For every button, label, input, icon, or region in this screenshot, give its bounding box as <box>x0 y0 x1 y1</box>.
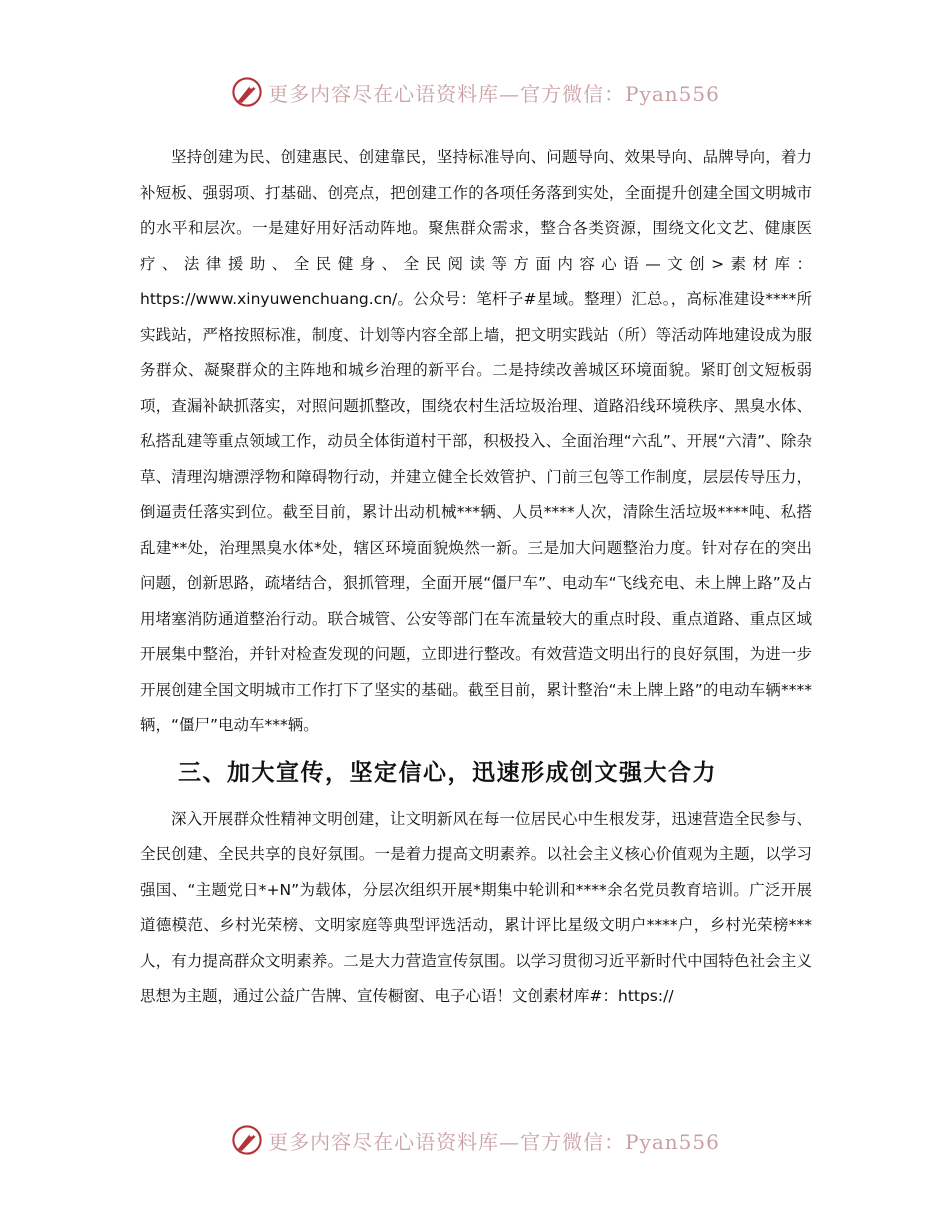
body-paragraph: 坚持创建为民、创建惠民、创建靠民，坚持标准导向、问题导向、效果导向、品牌导向，着力补短板、强弱项、打基础、创亮点，把创建工作的各项任务落到实处，全面提升创建全国文明城市的水平和层次。一是建好用好活动阵地。聚焦群众需求，整合各类资源，围绕文化文艺、健康医疗、法律援助、全民健身、全民阅读等方面内容心语—文创>素材库：https://www.xinyuwenchuang.cn/。公众号：笔杆子#星域。整理）汇总。，高标准建设****所实践站，严格按照标准，制度、计划等内容全部上墙，把文明实践站（所）等活动阵地建设成为服务群众、凝聚群众的主阵地和城乡治理的新平台。二是持续改善城区环境面貌。紧盯创文短板弱项，查漏补缺抓落实，对照问题抓整改，围绕农村生活垃圾治理、道路沿线环境秩序、黑臭水体、私搭乱建等重点领域工作，动员全体街道村干部，积极投入、全面治理“六乱”、开展“六清”、除杂草、清理沟塘漂浮物和障碍物行动，并建立健全长效管护、门前三包等工作制度，层层传导压力，倒逼责任落实到位。截至目前，累计出动机械***辆、人员****人次，清除生活垃圾****吨、私搭乱建**处，治理黑臭水体*处，辖区环境面貌焕然一新。三是加大问题整治力度。针对存在的突出问题，创新思路，疏堵结合，狠抓管理，全面开展“僵尸车”、电动车“飞线充电、未上牌上路”及占用堵塞消防通道整治行动。联合城管、公安等部门在车流量较大的重点时段、重点道路、重点区域开展集中整治，并针对检查发现的问题，立即进行整改。有效营造文明出行的良好氛围，为进一步开展创建全国文明城市工作打下了坚实的基础。截至目前，累计整治“未上牌上路”的电动车辆****辆，“僵尸”电动车***辆。 <box>140 148 812 734</box>
header-watermark-banner <box>0 72 950 112</box>
pen-nib-icon <box>230 1123 264 1157</box>
footer-watermark-banner <box>0 1120 950 1160</box>
header-banner-text: 更多内容尽在心语资料库—官方微信：Pyan556 <box>268 81 720 106</box>
pen-nib-icon <box>230 75 264 109</box>
section-heading: 三、加大宣传，坚定信心，迅速形成创文强大合力 <box>178 758 717 786</box>
footer-banner-text: 更多内容尽在心语资料库—官方微信：Pyan556 <box>268 1129 720 1154</box>
document-body <box>140 140 812 1015</box>
body-paragraph: 深入开展群众性精神文明创建，让文明新风在每一位居民心中生根发芽，迅速营造全民参与、全民创建、全民共享的良好氛围。一是着力提高文明素养。以社会主义核心价值观为主题，以学习强国、“主题党日*+N”为载体，分层次组织开展*期集中轮训和****余名党员教育培训。广泛开展道德模范、乡村光荣榜、文明家庭等典型评选活动，累计评比星级文明户****户，乡村光荣榜***人，有力提高群众文明素养。二是大力营造宣传氛围。以学习贯彻习近平新时代中国特色社会主义思想为主题，通过公益广告牌、宣传橱窗、电子心语！文创素材库#：https:// <box>140 809 812 1005</box>
